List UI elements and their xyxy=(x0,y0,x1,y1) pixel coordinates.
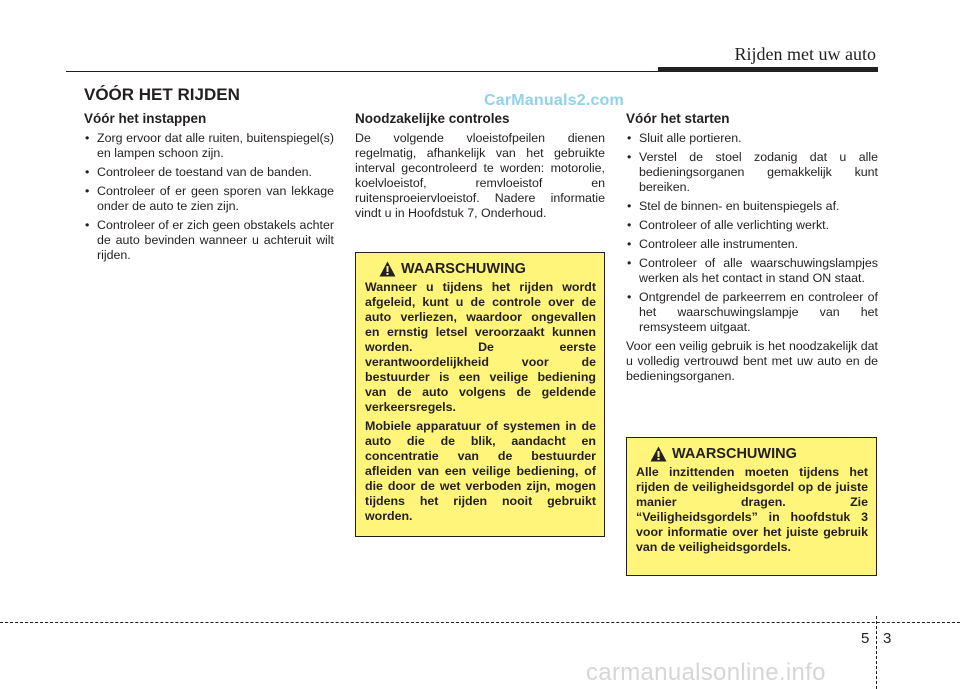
list-item: • Stel de binnen- en buitenspiegels af. xyxy=(626,199,878,214)
column-before-entering xyxy=(84,111,334,267)
list-item: • Controleer alle instrumenten. xyxy=(626,237,878,252)
list-item: • Zorg ervoor dat alle ruiten, buitenspiegel(s) en lampen schoon zijn. xyxy=(84,131,334,161)
paragraph-before-starting: Voor een veilig gebruik is het noodzakelijk dat u volledig vertrouwd bent met uw auto en de bedieningsorganen. xyxy=(626,339,878,383)
list-item: • Controleer of alle waarschuwingslampjes werken als het contact in stand ON staat. xyxy=(626,256,878,286)
list-item: • Controleer of er zich geen obstakels achter de auto bevinden wanneer u achteruit wilt rijden. xyxy=(84,218,334,263)
list-item: • Controleer of alle verlichting werkt. xyxy=(626,218,878,233)
warning-title-row xyxy=(636,446,868,462)
paragraph-required-checks: De volgende vloeistofpeilen dienen regelmatig, afhankelijk van het gebruikte interval gecontroleerd te worden: motorolie, koelvloeistof, remvloeistof en ruitensproeiervloeistof. Nadere informatie vindt u in Hoofdstuk 7, Onderhoud. xyxy=(355,131,605,220)
warning-box-seatbelts xyxy=(626,437,877,576)
section-title: VÓÓR HET RIJDEN xyxy=(84,85,240,104)
warning-text: Mobiele apparatuur of systemen in de auto die de blik, aandacht en concentratie van de bestuurder afleiden van een veilige bediening, of die door de wet verboden zijn, mogen tijdens het rijden nooit gebruikt worden. xyxy=(365,419,596,523)
page-divider xyxy=(876,616,877,689)
page-number: 3 xyxy=(883,630,892,647)
list-item: • Controleer of er geen sporen van lekkage onder de auto te zien zijn. xyxy=(84,184,334,214)
watermark-top: CarManuals2.com xyxy=(484,92,624,109)
warning-title: WAARSCHUWING xyxy=(672,445,797,462)
column-before-starting xyxy=(626,111,878,384)
checklist-before-starting xyxy=(626,131,878,335)
watermark-bottom: carmanualsonline.info xyxy=(586,659,826,686)
header-bar xyxy=(658,67,878,72)
warning-title: WAARSCHUWING xyxy=(401,260,526,277)
warning-title-row xyxy=(365,261,596,277)
heading-before-starting: Vóór het starten xyxy=(626,111,730,126)
list-item: • Verstel de stoel zodanig dat u alle bedieningsorganen gemakkelijk kunt bereiken. xyxy=(626,150,878,195)
heading-required-checks: Noodzakelijke controles xyxy=(355,111,510,126)
list-item: • Controleer de toestand van de banden. xyxy=(84,165,334,180)
header-rule xyxy=(66,71,658,72)
column-required-checks xyxy=(355,111,605,221)
list-item: • Ontgrendel de parkeerrem en controleer of het waarschuwingslampje van het remsysteem uitgaat. xyxy=(626,290,878,335)
list-item: • Sluit alle portieren. xyxy=(626,131,878,146)
header-title: Rijden met uw auto xyxy=(734,44,876,64)
heading-before-entering: Vóór het instappen xyxy=(84,111,207,126)
warning-text: Wanneer u tijdens het rijden wordt afgeleid, kunt u de controle over de auto verliezen, waardoor ongevallen en ernstig letsel veroorzaakt kunnen worden. De eerste verantwoordelijkheid voor de bestuurder is een veilige bediening van de auto volgens de geldende verkeersregels. xyxy=(365,280,596,414)
warning-triangle-icon xyxy=(650,446,667,462)
warning-text: Alle inzittenden moeten tijdens het rijden de veiligheidsgordel op de juiste manier dragen. Zie “Veiligheidsgordels” in hoofdstuk 3 voor informatie over het juiste gebruik van de veiligheidsgordels. xyxy=(636,465,868,554)
chapter-number: 5 xyxy=(861,630,870,647)
checklist-before-entering xyxy=(84,131,334,263)
footer-rule xyxy=(0,622,960,623)
warning-triangle-icon xyxy=(379,261,396,277)
warning-box-distraction xyxy=(355,252,605,537)
